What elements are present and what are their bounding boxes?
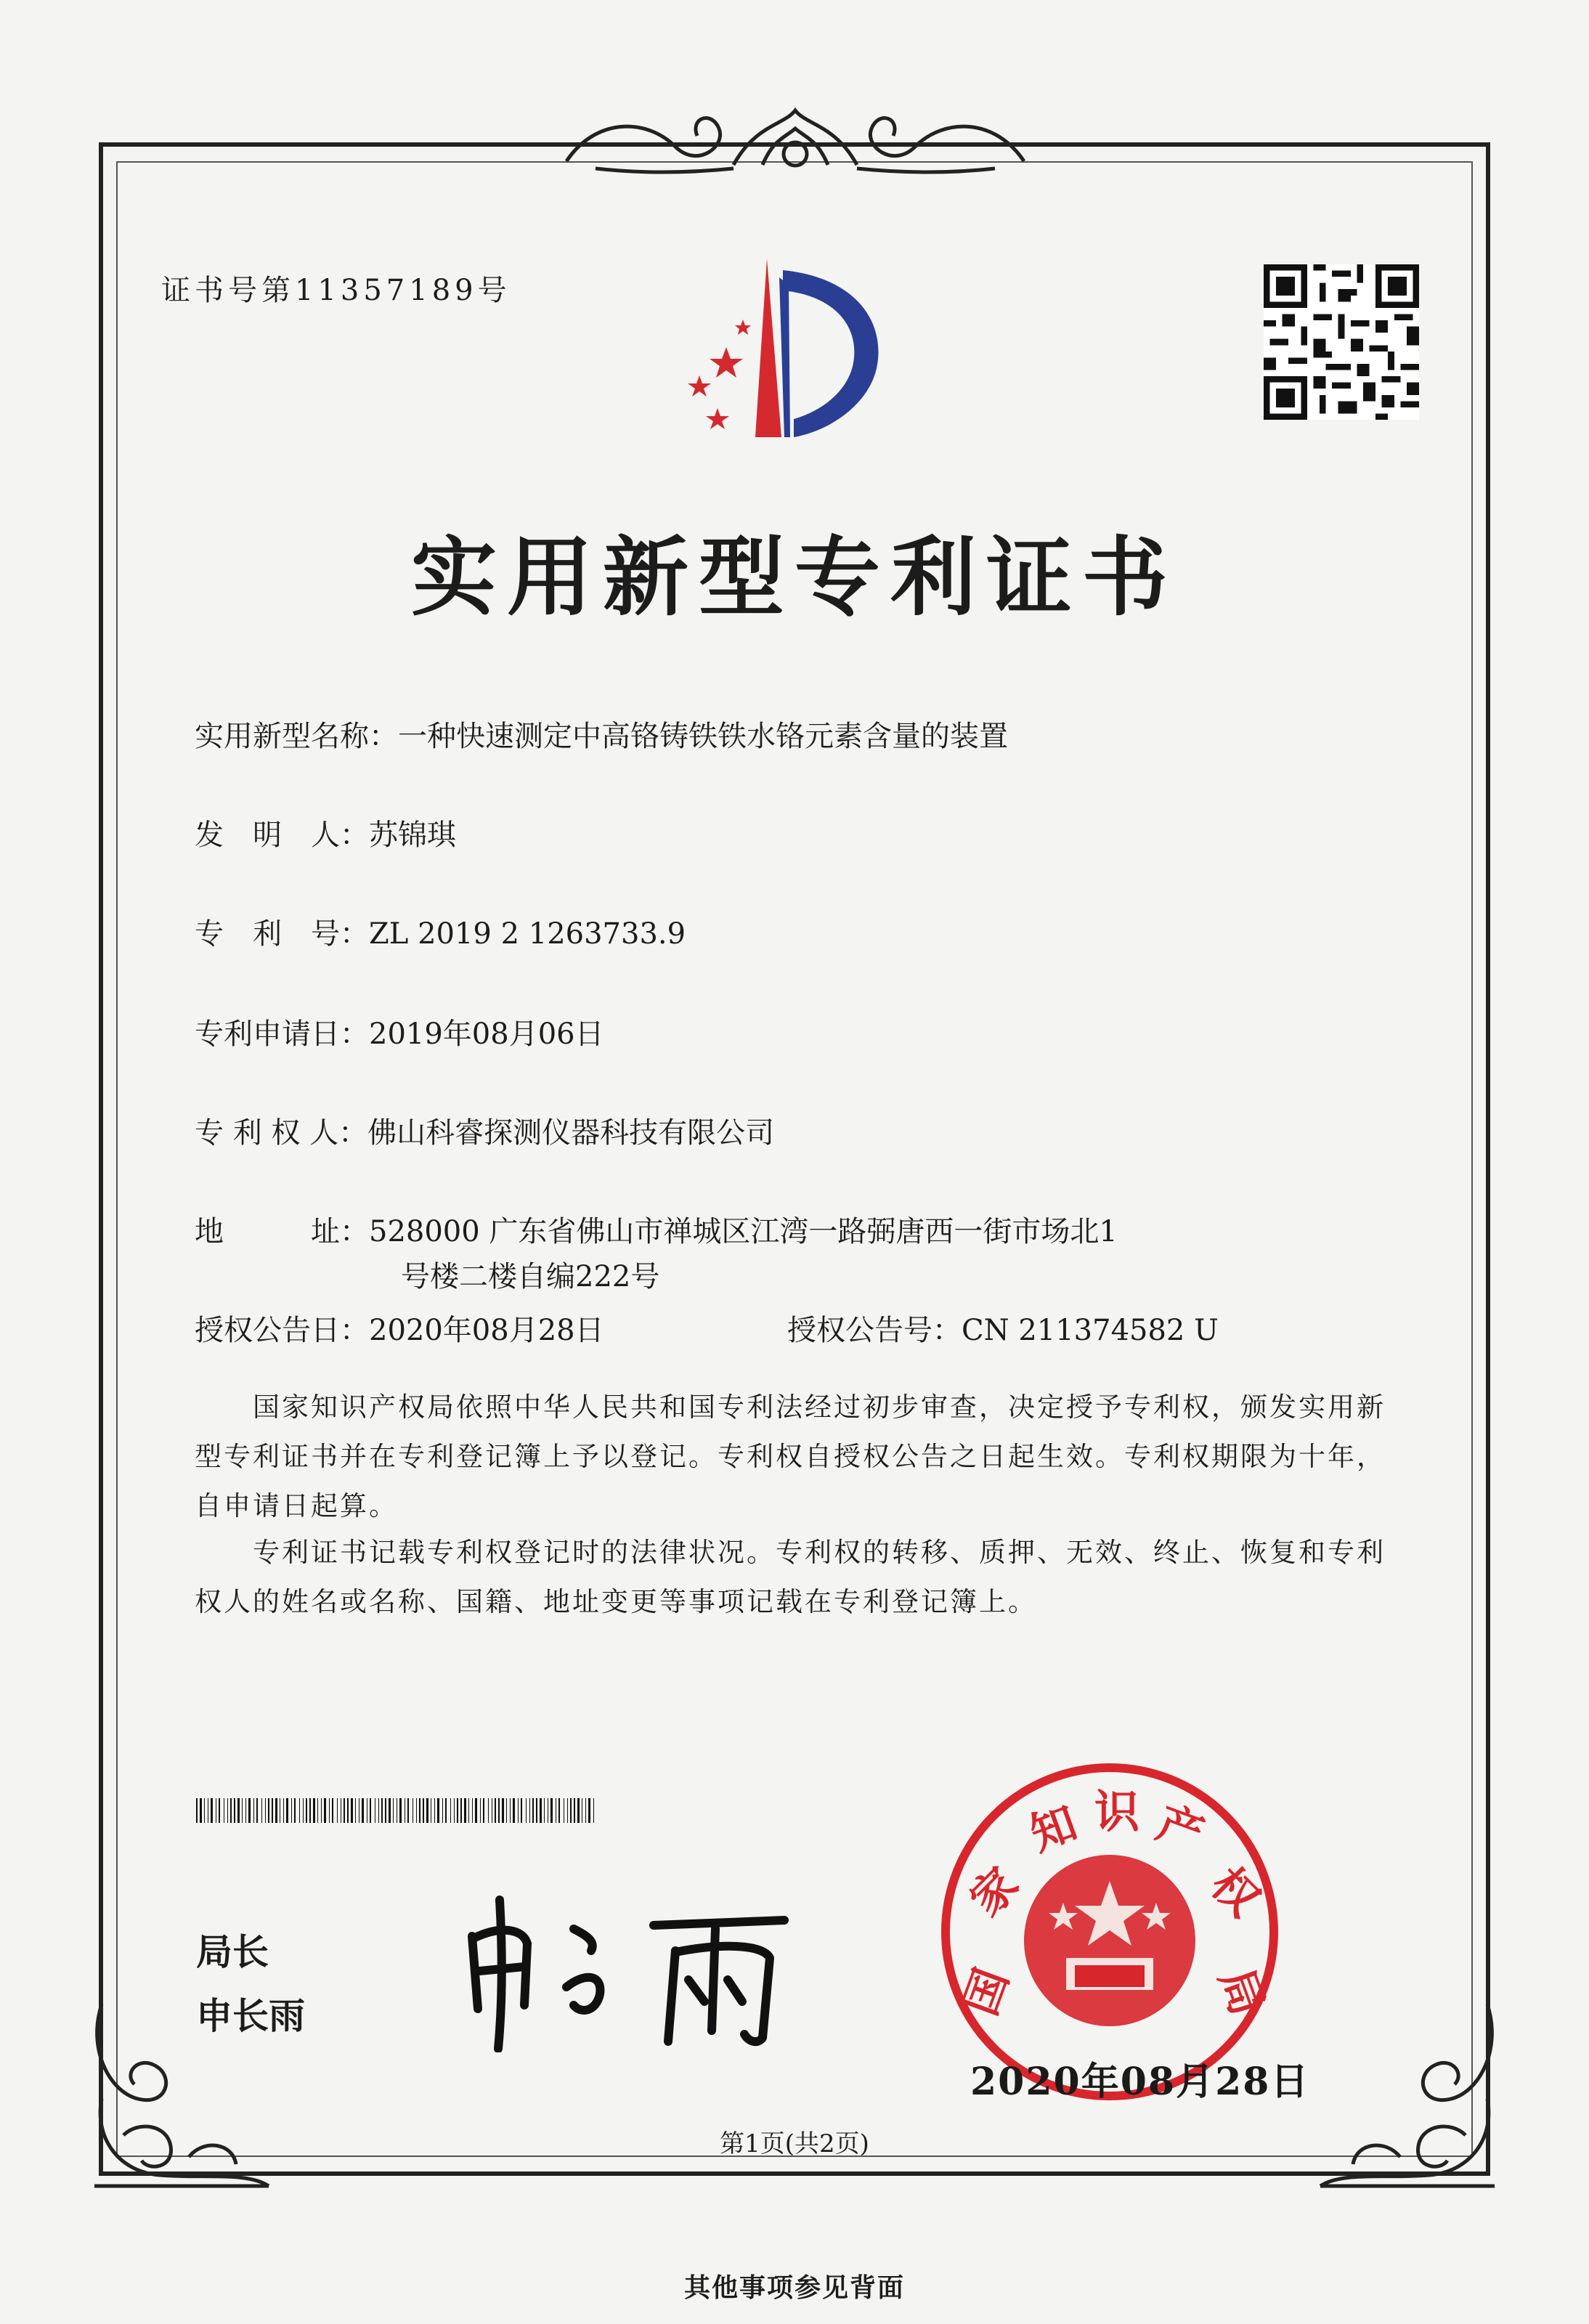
svg-text:知: 知 — [1023, 1795, 1084, 1861]
statement-paragraph-1: 国家知识产权局依照中华人民共和国专利法经过初步审查，决定授予专利权，颁发实用新型专利证书并在专利登记簿上予以登记。专利权自授权公告之日起生效。专利权期限为十年，自申请日起算。 — [195, 1391, 1386, 1521]
grant-date-label: 授权公告日： — [195, 1314, 369, 1347]
qr-code — [1264, 264, 1419, 420]
utility-model-name-label: 实用新型名称： — [195, 720, 398, 753]
utility-model-name-row — [195, 713, 1008, 755]
address-line-1: 528000 广东省佛山市禅城区江湾一路弼唐西一街市场北1 — [369, 1215, 1118, 1248]
inventor-value: 苏锦琪 — [369, 818, 456, 852]
svg-text:产: 产 — [1150, 1795, 1211, 1861]
patentee-label: 专 利 权 人： — [195, 1116, 368, 1150]
svg-text:权: 权 — [1200, 1857, 1270, 1927]
filing-date-row — [195, 1011, 604, 1052]
bottom-right-corner-ornament — [1313, 1990, 1509, 2201]
grant-number-value: CN 211374582 U — [962, 1314, 1219, 1347]
address-line-2: 号楼二楼自编222号 — [401, 1260, 660, 1293]
grant-date-row — [195, 1307, 604, 1349]
patentee-row — [195, 1110, 774, 1151]
grant-date-value: 2020年08月28日 — [369, 1314, 604, 1347]
certificate-title: 实用新型专利证书 — [410, 527, 1178, 627]
seal-date: 2020年08月28日 — [970, 2060, 1310, 2104]
director-signature — [458, 1885, 799, 2052]
patentee-value: 佛山科睿探测仪器科技有限公司 — [367, 1116, 775, 1150]
statement-paragraph-2: 专利证书记载专利权登记时的法律状况。专利权的转移、质押、无效、终止、恢复和专利权人的姓名或名称、国籍、地址变更等事项记载在专利登记簿上。 — [195, 1537, 1386, 1617]
utility-model-name-value: 一种快速测定中高铬铸铁铁水铬元素含量的装置 — [398, 720, 1008, 753]
patent-number-label: 专 利 号： — [195, 917, 369, 951]
address-row — [195, 1208, 1118, 1250]
inventor-label: 发 明 人： — [195, 818, 369, 852]
svg-text:家: 家 — [959, 1857, 1029, 1927]
svg-text:局: 局 — [1209, 1962, 1275, 2023]
barcode — [196, 1798, 594, 1823]
patent-number-row — [195, 911, 686, 952]
director-name: 申长雨 — [196, 1995, 305, 2037]
director-title: 局长 — [196, 1931, 269, 1973]
patent-number-value: ZL 2019 2 1263733.9 — [369, 917, 686, 951]
top-scroll-ornament — [552, 96, 1039, 183]
page-number: 第1页(共2页) — [720, 2129, 869, 2158]
inventor-row — [195, 812, 456, 853]
svg-text:识: 识 — [1094, 1785, 1140, 1838]
filing-date-value: 2019年08月06日 — [369, 1017, 604, 1051]
certificate-number: 证书号第11357189号 — [161, 274, 511, 307]
grant-number-row — [787, 1307, 1219, 1349]
grant-number-label: 授权公告号： — [787, 1314, 962, 1347]
address-label: 地 址： — [195, 1215, 369, 1248]
cnipa-logo-emblem — [667, 256, 914, 449]
svg-text:国: 国 — [953, 1962, 1019, 2023]
filing-date-label: 专利申请日： — [195, 1017, 369, 1051]
footer-note: 其他事项参见背面 — [683, 2272, 905, 2303]
